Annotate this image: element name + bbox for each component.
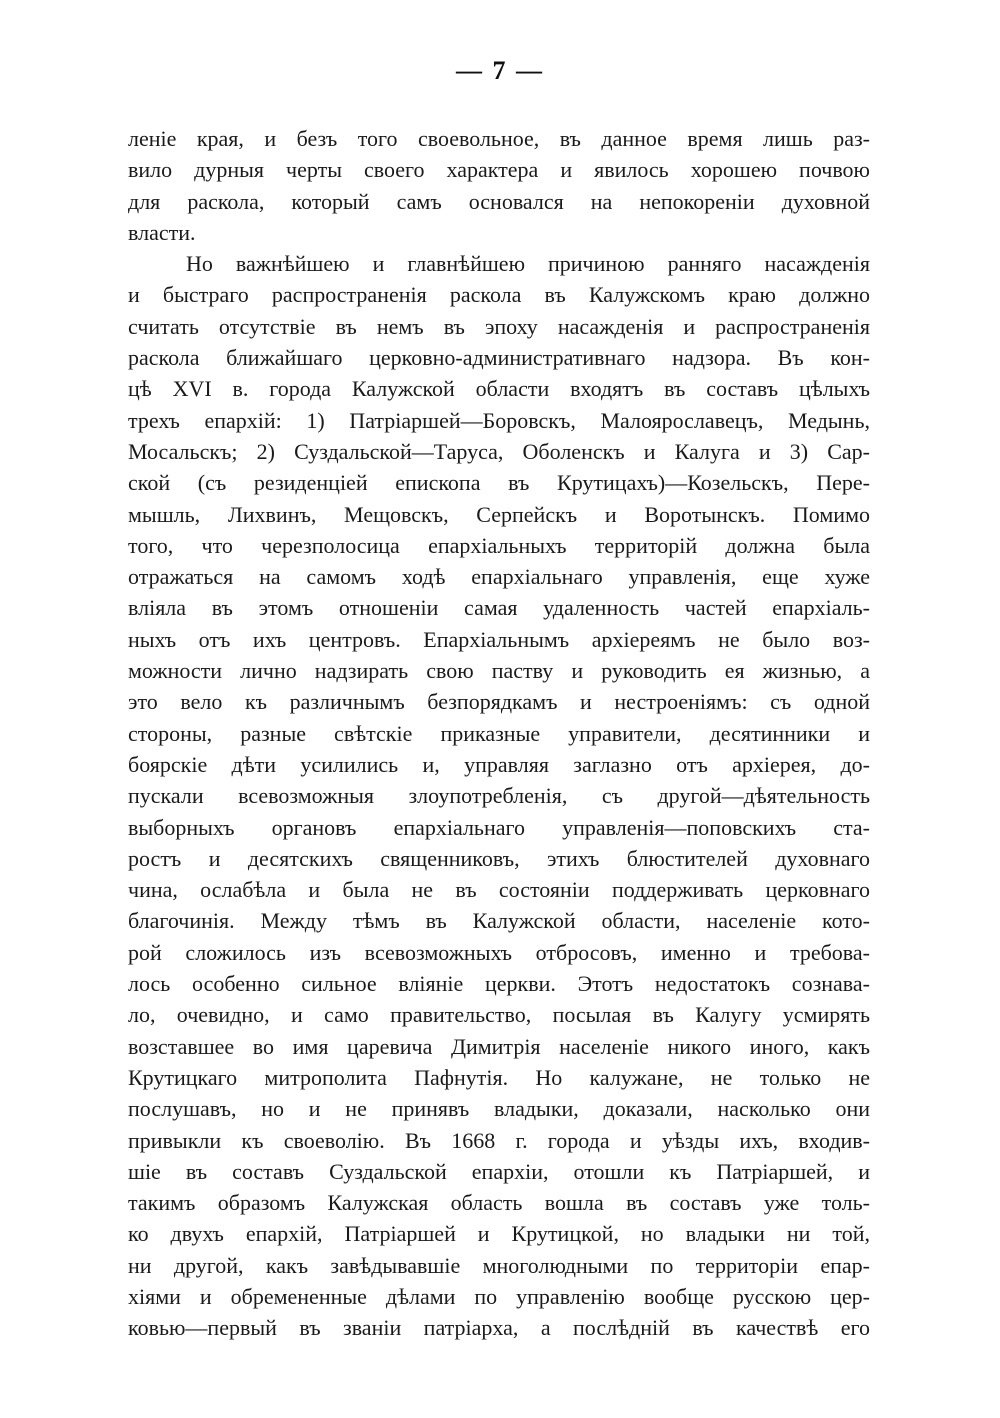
text-line: хіями и обремененные дѣлами по управленію вообще русскою цер- — [128, 1283, 870, 1309]
text-line: отражаться на самомъ ходѣ епархіальнаго управленія, еще хуже — [128, 564, 870, 590]
text-line: благочинія. Между тѣмъ въ Калужской области, населеніе кото- — [128, 908, 870, 934]
text-line: цѣ XVI в. города Калужской области входятъ въ составъ цѣлыхъ — [128, 376, 870, 402]
text-line: ни другой, какъ завѣдывавшіе многолюдными по территоріи епар- — [128, 1252, 870, 1278]
text-line: рой сложилось изъ всевозможныхъ отбросовъ, именно и требова- — [128, 939, 870, 965]
text-line: вило дурныя черты своего характера и явилось хорошею почвою — [128, 157, 870, 183]
text-line: можности лично надзирать свою паству и руководить ея жизнью, а — [128, 658, 870, 684]
text-line: ныхъ отъ ихъ центровъ. Епархіальнымъ архіереямъ не было воз- — [128, 626, 870, 652]
text-line: и быстраго распространенія раскола въ Калужскомъ краю должно — [128, 282, 870, 308]
text-line: чина, ослабѣла и была не въ состояніи поддерживать церковнаго — [128, 877, 870, 903]
body-text — [128, 123, 870, 1344]
text-line: мышль, Лихвинъ, Мещовскъ, Серпейскъ и Воротынскъ. Помимо — [128, 501, 870, 527]
text-line: ковью—первый въ званіи патріарха, а послѣдній въ качествѣ его — [128, 1315, 870, 1341]
text-line: Крутицкаго митрополита Пафнутія. Но калужане, не только не — [128, 1064, 870, 1090]
paragraph-start-line: Но важнѣйшею и главнѣйшею причиною ранняго насажденія — [186, 251, 870, 277]
text-line: пускали всевозможныя злоупотребленія, съ другой—дѣятельность — [128, 783, 870, 809]
text-line: считать отсутствіе въ немъ въ эпоху насажденія и распространенія — [128, 313, 870, 339]
text-line: леніе края, и безъ того своевольное, въ данное время лишь раз- — [128, 126, 870, 151]
text-line: это вело къ различнымъ безпорядкамъ и нестроеніямъ: съ одной — [128, 689, 870, 715]
text-line: Мосальскъ; 2) Суздальской—Таруса, Оболенскъ и Калуга и 3) Сар- — [128, 438, 870, 464]
text-line: выборныхъ органовъ епархіальнаго управленія—поповскихъ ста- — [128, 814, 870, 840]
text-line: ской (съ резиденціей епископа въ Крутицахъ)—Козельскъ, Пере- — [128, 470, 870, 496]
text-line: стороны, разные свѣтскіе приказные управители, десятинники и — [128, 720, 870, 746]
text-line: боярскіе дѣти усилились и, управляя заглазно отъ архіерея, до- — [128, 751, 870, 777]
text-line: того, что черезполосица епархіальныхъ территорій должна была — [128, 532, 870, 558]
text-line: ростъ и десятскихъ священниковъ, этихъ блюстителей духовнаго — [128, 845, 870, 871]
text-line: для раскола, который самъ основался на непокореніи духовной — [128, 188, 870, 214]
text-line: власти. — [128, 219, 196, 245]
text-line: привыкли къ своеволію. Въ 1668 г. города и уѣзды ихъ, входив- — [128, 1127, 870, 1153]
text-line: шіе въ составъ Суздальской епархіи, отошли къ Патріаршей, и — [128, 1158, 870, 1184]
text-line: вліяла въ этомъ отношеніи самая удаленность частей епархіаль- — [128, 595, 870, 621]
text-line: такимъ образомъ Калужская область вошла въ составъ уже толь- — [128, 1190, 870, 1216]
text-line: послушавъ, но и не принявъ владыки, доказали, насколько они — [128, 1096, 870, 1122]
text-line: раскола ближайшаго церковно-административнаго надзора. Въ кон- — [128, 345, 870, 371]
text-line: трехъ епархій: 1) Патріаршей—Боровскъ, Малоярославецъ, Медынь, — [128, 407, 870, 433]
text-line: ло, очевидно, и само правительство, посылая въ Калугу усмирять — [128, 1002, 870, 1028]
text-line: возставшее во имя царевича Димитрія населеніе никого иного, какъ — [128, 1033, 870, 1059]
text-line: ко двухъ епархій, Патріаршей и Крутицкой, но владыки ни той, — [128, 1221, 870, 1247]
page-number: — 7 — — [456, 56, 544, 85]
text-line: лось особенно сильное вліяніе церкви. Этотъ недостатокъ сознава- — [128, 971, 870, 997]
